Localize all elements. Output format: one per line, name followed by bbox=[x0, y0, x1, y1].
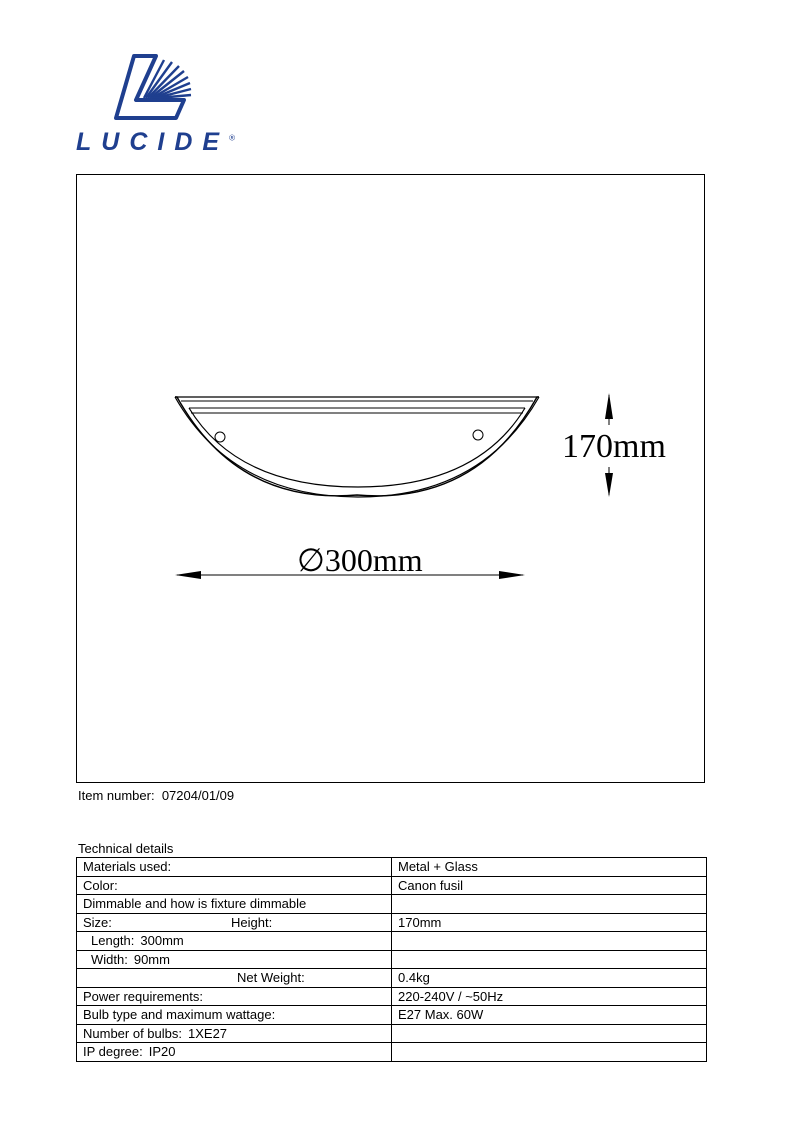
spec-label bbox=[77, 913, 392, 932]
height-dimension-label: 170mm bbox=[562, 428, 666, 465]
table-row bbox=[77, 932, 707, 951]
table-row bbox=[77, 858, 707, 877]
length-value: 300mm bbox=[140, 933, 184, 949]
item-number-value: 07204/01/09 bbox=[161, 788, 235, 803]
bulbs-value: 1XE27 bbox=[188, 1025, 228, 1041]
spec-label: Net Weight: bbox=[77, 969, 392, 988]
height-label: Height: bbox=[231, 914, 273, 930]
spec-value bbox=[392, 932, 707, 951]
brand-name: LUCIDE® bbox=[76, 128, 235, 156]
spec-value: E27 Max. 60W bbox=[392, 1006, 707, 1025]
width-value: 90mm bbox=[133, 951, 170, 967]
width-label: Width: bbox=[91, 951, 128, 967]
diameter-dimension-label: ∅300mm bbox=[297, 542, 423, 578]
table-row bbox=[77, 895, 707, 914]
spec-label: Color: bbox=[77, 876, 392, 895]
spec-label: Bulb type and maximum wattage: bbox=[77, 1006, 392, 1025]
length-label: Length: bbox=[91, 933, 135, 949]
spec-label bbox=[77, 932, 392, 951]
logo-mark bbox=[72, 52, 232, 132]
table-row bbox=[77, 913, 707, 932]
table-row bbox=[77, 987, 707, 1006]
spec-value: Metal + Glass bbox=[392, 858, 707, 877]
ip-label: IP degree: bbox=[83, 1044, 143, 1060]
spec-label: Dimmable and how is fixture dimmable bbox=[77, 895, 392, 914]
spec-value bbox=[392, 895, 707, 914]
item-number-label: Item number: bbox=[78, 788, 155, 803]
table-row bbox=[77, 950, 707, 969]
table-row bbox=[77, 969, 707, 988]
item-number bbox=[78, 788, 234, 803]
ip-value: IP20 bbox=[148, 1044, 176, 1060]
technical-details-title: Technical details bbox=[78, 841, 174, 856]
spec-value bbox=[392, 1024, 707, 1043]
bulbs-label: Number of bulbs: bbox=[83, 1025, 182, 1041]
technical-details-table bbox=[76, 857, 707, 1062]
spec-value bbox=[392, 950, 707, 969]
spec-value: Canon fusil bbox=[392, 876, 707, 895]
spec-label bbox=[77, 1024, 392, 1043]
technical-drawing bbox=[76, 174, 705, 783]
table-row bbox=[77, 1043, 707, 1062]
spec-label bbox=[77, 950, 392, 969]
table-row bbox=[77, 1024, 707, 1043]
spec-value: 220-240V / ~50Hz bbox=[392, 987, 707, 1006]
spec-value: 0.4kg bbox=[392, 969, 707, 988]
spec-value bbox=[392, 1043, 707, 1062]
spec-label: Materials used: bbox=[77, 858, 392, 877]
fixture-drawing bbox=[77, 175, 706, 784]
spec-label bbox=[77, 1043, 392, 1062]
spec-label: Power requirements: bbox=[77, 987, 392, 1006]
registered-mark: ® bbox=[229, 133, 235, 143]
table-row bbox=[77, 876, 707, 895]
spec-value: 170mm bbox=[392, 913, 707, 932]
table-row bbox=[77, 1006, 707, 1025]
size-label: Size: bbox=[83, 914, 112, 930]
